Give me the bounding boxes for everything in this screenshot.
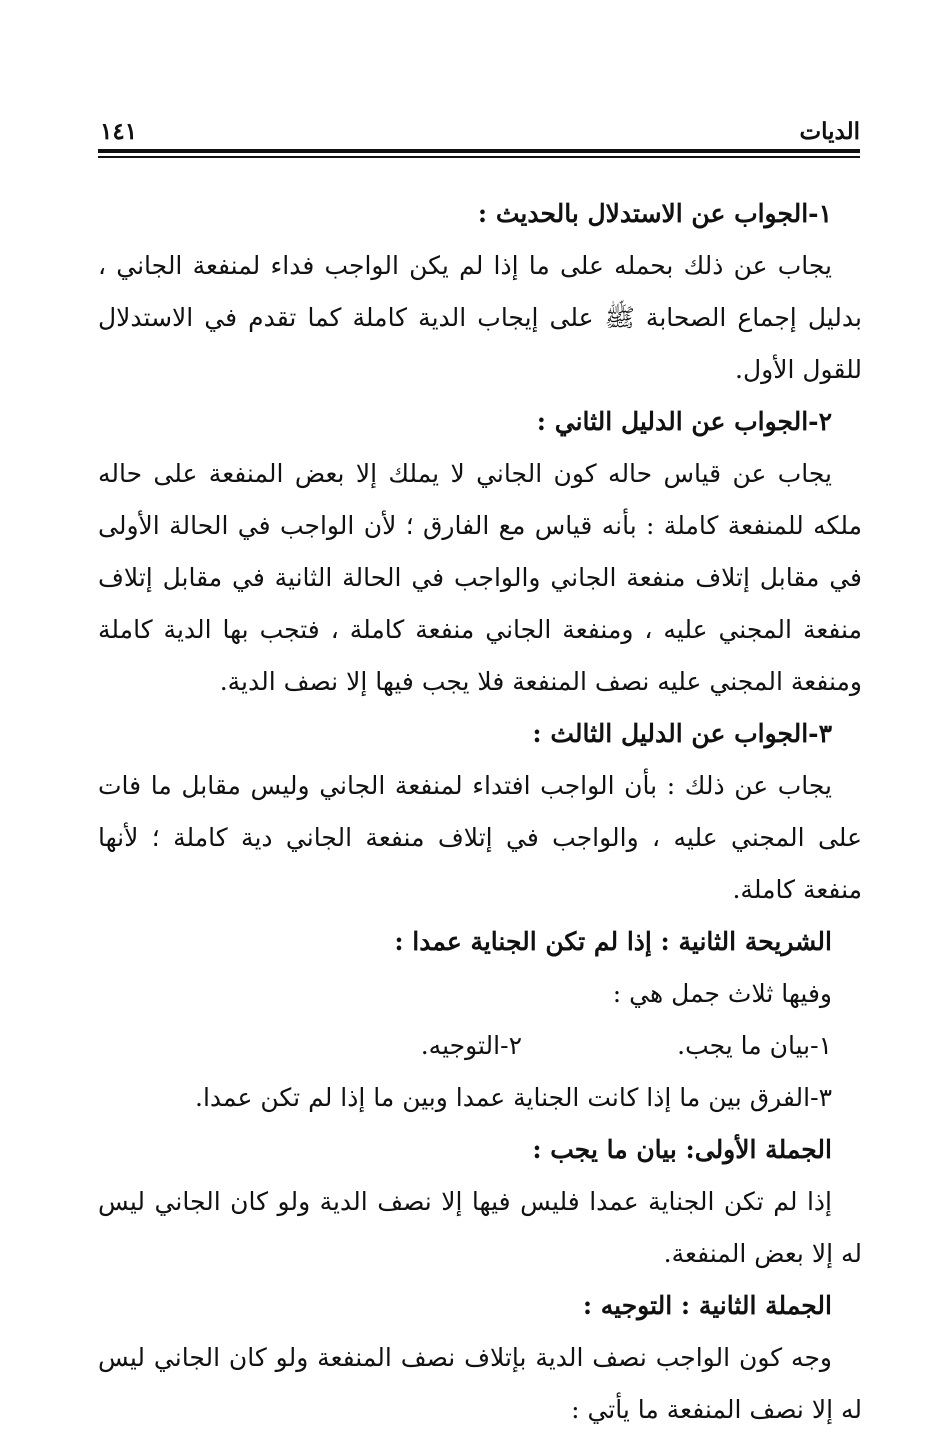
section-heading: ١-الجواب عن الاستدلال بالحديث : bbox=[477, 199, 832, 228]
paragraph: وجه كون الواجب نصف الدية بإتلاف نصف المنفعة ولو كان الجاني ليس له إلا نصف المنفعة ما يأتي : bbox=[98, 1343, 862, 1424]
list-item: ١-بيان ما يجب. bbox=[677, 1031, 832, 1060]
section-heading: الشريحة الثانية : إذا لم تكن الجناية عمدا : bbox=[394, 927, 832, 956]
page-number: ١٤١ bbox=[100, 118, 138, 145]
paragraph: وفيها ثلاث جمل هي : bbox=[612, 979, 832, 1008]
paragraph: يجاب عن ذلك بحمله على ما إذا لم يكن الواجب فداء لمنفعة الجاني ، بدليل إجماع الصحابة ﷺ على إيجاب الدية كاملة كما تقدم في الاستدلال للقول الأول. bbox=[98, 251, 862, 384]
two-column-list bbox=[98, 1020, 862, 1072]
section-heading: الجملة الأولى: بيان ما يجب : bbox=[532, 1135, 832, 1164]
running-header-title: الديات bbox=[799, 118, 860, 145]
section-heading: ٣-الجواب عن الدليل الثالث : bbox=[532, 719, 832, 748]
section-heading: ٢-الجواب عن الدليل الثاني : bbox=[536, 407, 832, 436]
paragraph: يجاب عن ذلك : بأن الواجب افتداء لمنفعة الجاني وليس مقابل ما فات على المجني عليه ، والواجب في إتلاف منفعة الجاني دية كاملة ؛ لأنها منفعة كاملة. bbox=[98, 771, 862, 904]
section-heading: الجملة الثانية : التوجيه : bbox=[582, 1291, 832, 1320]
paragraph: يجاب عن قياس حاله كون الجاني لا يملك إلا بعض المنفعة على حاله ملكه للمنفعة كاملة : بأنه قياس مع الفارق ؛ لأن الواجب في الحالة الأولى في مقابل إتلاف منفعة الجاني والواجب في الحالة الثانية في مقابل إتلاف منفعة المجني عليه ، ومنفعة الجاني منفعة كاملة ، فتجب بها الدية كاملة ومنفعة المجني عليه نصف المنفعة فلا يجب فيها إلا نصف الدية. bbox=[98, 459, 862, 696]
header-rule-thick bbox=[98, 149, 860, 153]
header-rule-thin bbox=[98, 156, 860, 158]
page-body bbox=[98, 188, 862, 1436]
paragraph: إذا لم تكن الجناية عمدا فليس فيها إلا نصف الدية ولو كان الجاني ليس له إلا بعض المنفعة. bbox=[98, 1187, 862, 1268]
list-item: ٢-التوجيه. bbox=[420, 1031, 522, 1060]
paragraph: ٣-الفرق بين ما إذا كانت الجناية عمدا وبين ما إذا لم تكن عمدا. bbox=[195, 1083, 832, 1112]
